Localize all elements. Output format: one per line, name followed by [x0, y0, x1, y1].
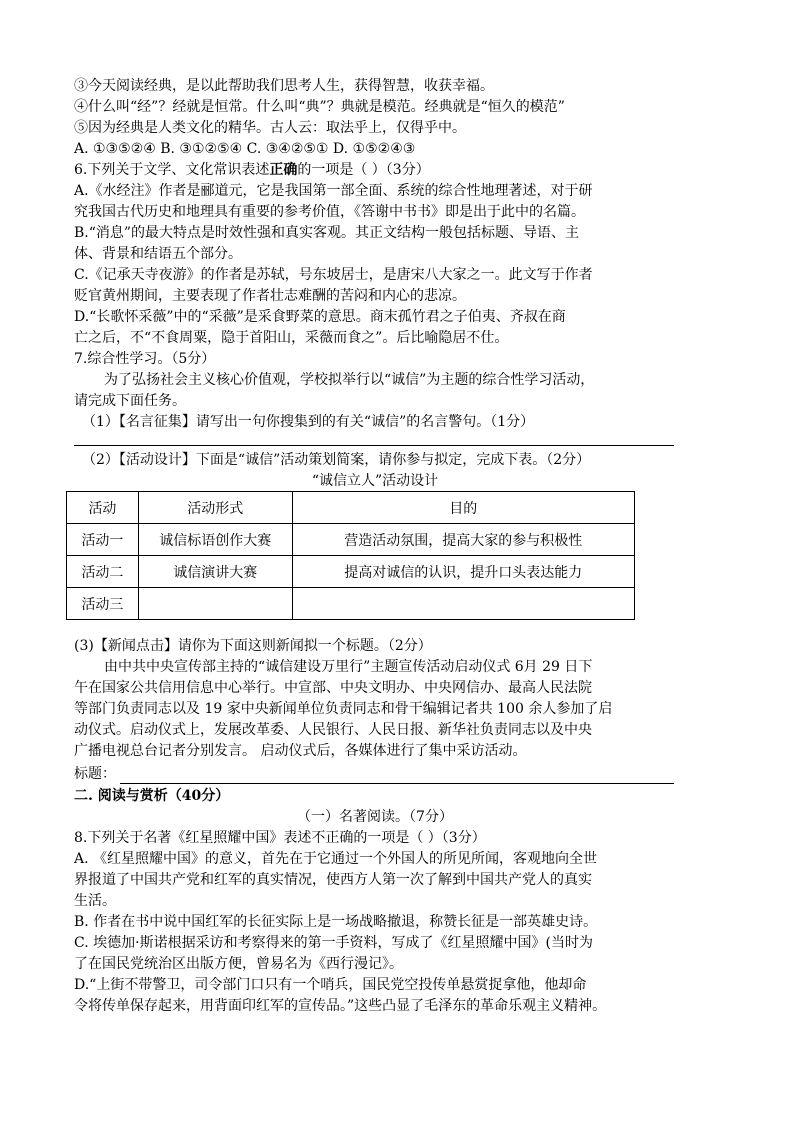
table-cell-blank[interactable] — [138, 588, 292, 620]
table-cell: 活动二 — [67, 556, 139, 588]
table-header: 活动形式 — [138, 492, 292, 524]
table-cell: 诚信标语创作大赛 — [138, 524, 292, 556]
q8-option-c-cont: 了在国民党统治区出版方便，曾易名为《西行漫记》。 — [74, 956, 403, 972]
question-6-text: 6.下列关于文学、文化常识表述 — [74, 162, 270, 178]
answer-options: A. ①③⑤②④ B. ③①②⑤④ C. ③④②⑤① D. ①⑤②④③ — [74, 141, 416, 157]
question-8: 8.下列关于名著《红星照耀中国》表述不正确的一项是（ ）（3分） — [74, 830, 486, 846]
table-cell: 活动一 — [67, 524, 139, 556]
answer-line[interactable] — [74, 445, 674, 446]
news-paragraph-cont: 动仪式。启动仪式上，发展改革委、人民银行、人民日报、新华社负责同志以及中央 — [74, 722, 592, 738]
q8-option-c: C. 埃德加·斯诺根据采访和考察得来的第一手资料，写成了《红星照耀中国》(当时为 — [74, 935, 594, 951]
news-paragraph-cont: 等部门负责同志以及 19 家中央新闻单位负责同志和骨干编辑记者共 100 余人参加了启 — [74, 701, 613, 717]
q8-option-a-cont: 界报道了中国共产党和红军的真实情况，使西方人第一次了解到中国共产党人的真实 — [74, 872, 592, 888]
text-line: ④什么叫“经”？经就是恒常。什么叫“典”？典就是模范。经典就是“恒久的模范” — [74, 99, 565, 115]
table-row — [67, 556, 635, 588]
section-heading: 二. 阅读与赏析（40分） — [74, 788, 230, 804]
option-b: B.“消息”的最大特点是时效性强和真实客观。其正文结构一般包括标题、导语、主 — [74, 225, 580, 241]
title-label: 标题： — [74, 766, 116, 782]
table-header-row — [67, 492, 635, 524]
option-a: A.《水经注》作者是郦道元，它是我国第一部全面、系统的综合性地理著述，对于研 — [74, 183, 593, 199]
q8-option-d: D.“上街不带警卫，司令部门口只有一个哨兵，国民党空投传单悬赏捉拿他，他却命 — [74, 977, 587, 993]
q8-option-a-cont: 生活。 — [74, 893, 116, 909]
intro-paragraph: 为了弘扬社会主义核心价值观，学校拟举行以“诚信”为主题的综合性学习活动， — [104, 372, 595, 388]
option-d-cont: 亡之后，不“不食周粟，隐于首阳山，采薇而食之”。后比喻隐居不仕。 — [74, 330, 509, 346]
option-b-cont: 体、背景和结语五个部分。 — [74, 246, 242, 262]
table-row — [67, 588, 635, 620]
table-cell-blank[interactable] — [292, 588, 634, 620]
task-3: (3)【新闻点击】请你为下面这则新闻拟一个标题。（2分） — [74, 638, 432, 654]
text-line: ③今天阅读经典，是以此帮助我们思考人生，获得智慧，收获幸福。 — [74, 78, 494, 94]
table-row — [67, 524, 635, 556]
option-c-cont: 贬官黄州期间，主要表现了作者壮志难酬的苦闷和内心的悲凉。 — [74, 288, 466, 304]
table-cell: 营造活动氛围，提高大家的参与积极性 — [292, 524, 634, 556]
q8-option-d-cont: 令将传单保存起来，用背面印红军的宣传品。”这些凸显了毛泽东的革命乐观主义精神。 — [74, 998, 607, 1014]
table-header: 目的 — [292, 492, 634, 524]
option-d: D.“长歌怀采薇”中的“采薇”是采食野菜的意思。商末孤竹君之子伯夷、齐叔在商 — [74, 309, 566, 325]
table-title: “诚信立人”活动设计 — [311, 473, 439, 489]
q8-option-b: B. 作者在书中说中国红军的长征实际上是一场战略撤退，称赞长征是一部英雄史诗。 — [74, 914, 598, 930]
option-c: C.《记承天寺夜游》的作者是苏轼，号东坡居士，是唐宋八大家之一。此文写于作者 — [74, 267, 593, 283]
news-paragraph-cont: 午在国家公共信用信息中心举行。中宣部、中央文明办、中央网信办、最高人民法院 — [74, 680, 592, 696]
news-paragraph-cont: 广播电视总台记者分别发言。 启动仪式后，各媒体进行了集中采访活动。 — [74, 743, 527, 759]
title-answer-line[interactable] — [120, 783, 674, 784]
table-cell: 提高对诚信的认识，提升口头表达能力 — [292, 556, 634, 588]
subsection-heading: （一）名著阅读。（7分） — [297, 809, 453, 825]
intro-paragraph-cont: 请完成下面任务。 — [74, 393, 186, 409]
table-header: 活动 — [67, 492, 139, 524]
option-a-cont: 究我国古代历史和地理具有重要的参考价值，《答谢中书书》即是出于此中的名篇。 — [74, 204, 585, 220]
text-line: ⑤因为经典是人类文化的精华。古人云：取法乎上，仅得乎中。 — [74, 120, 466, 136]
question-6-emphasis: 正确 — [269, 162, 298, 178]
task-2: （2）【活动设计】下面是“诚信”活动策划简案，请你参与拟定，完成下表。（2分） — [82, 452, 591, 468]
table-cell: 活动三 — [67, 588, 139, 620]
question-7: 7.综合性学习。（5分） — [74, 351, 216, 367]
q8-option-a: A. 《红星照耀中国》的意义，首先在于它通过一个外国人的所见所闻，客观地向全世 — [74, 851, 598, 867]
question-6 — [74, 160, 676, 181]
table-cell: 诚信演讲大赛 — [138, 556, 292, 588]
activity-table — [66, 491, 635, 620]
news-paragraph: 由中共中央宣传部主持的“诚信建设万里行”主题宣传活动启动仪式 6月 29 日下 — [104, 659, 593, 675]
task-1: （1）【名言征集】请写出一句你搜集到的有关“诚信”的名言警句。（1分） — [82, 414, 535, 430]
question-6-score: 的一项是（ ）（3分） — [297, 162, 430, 178]
